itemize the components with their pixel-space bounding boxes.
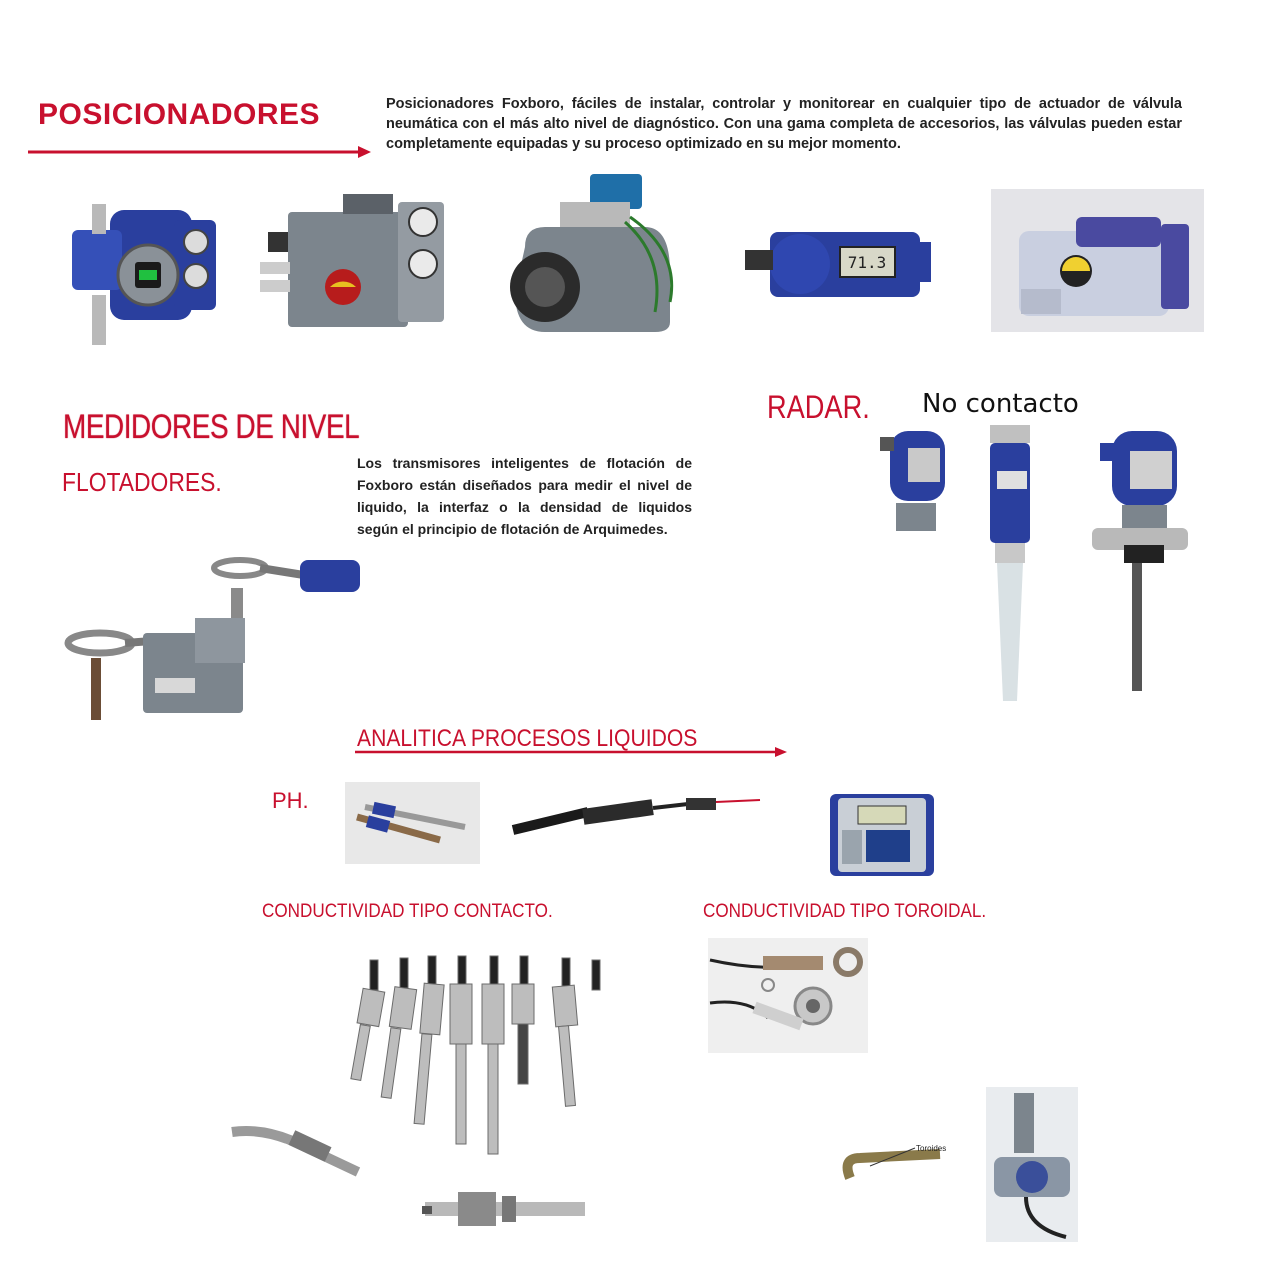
radar-no-contacto-label: No contacto [922,389,1079,419]
section-title-radar: RADAR. [767,389,870,425]
radar-flanged-rod-image [1090,423,1190,693]
toroidal-sensors-image [708,938,868,1053]
toroides-callout: Toroides [916,1144,947,1153]
ph-electrodes-image [345,782,480,864]
toroidal-flow-sensor-image [986,1087,1078,1242]
positioner-gray-box-image [991,189,1204,332]
inline-conductivity-probe-image [230,1120,370,1190]
ph-sensor-cable-image [508,790,763,850]
toroidal-hook-sensor-image [840,1138,965,1198]
title-underline-arrow [28,145,373,159]
analitica-underline-arrow [355,746,790,758]
positioner-blue-display-image [745,222,935,302]
section-title-posicionadores: POSICIONADORES [38,98,321,131]
svg-text:71.3: 71.3 [847,253,887,272]
float-transmitter-image [55,548,370,723]
contact-conductivity-sensors-image [330,950,620,1160]
positioner-gray-gauges-image [258,192,448,332]
section-title-medidores-nivel: MEDIDORES DE NIVEL [63,408,360,446]
conductividad-contacto-label: CONDUCTIVIDAD TIPO CONTACTO. [262,901,553,922]
flotadores-description: Los transmisores inteligentes de flotación de Foxboro están diseñados para medir el nivel de liquido, la interfaz o la densidad de liquidos según el principio de flotación de Arquimedes. [357,455,692,537]
ph-label: PH. [272,788,309,813]
posicionadores-description: Posicionadores Foxboro, fáciles de instalar, controlar y monitorear en cualquier tipo de actuador de válvula neumática con el más alto nivel de diagnóstico. Con una gama completa de accesorios, las válvulas pueden estar completamente equipadas y su proceso optimizado en su mejor momento. [386,96,1182,152]
radar-probe-tall-image [975,423,1045,703]
conductividad-toroidal-label: CONDUCTIVIDAD TIPO TOROIDAL. [703,901,987,922]
flotadores-subtitle: FLOTADORES. [62,467,222,497]
positioner-blue-dial-image [62,200,222,350]
section-title-analitica: ANALITICA PROCESOS LIQUIDOS [357,725,698,752]
radar-transmitter-compact-image [878,423,956,533]
positioner-actuator-image [505,172,685,337]
ph-analyzer-display-image [828,790,936,878]
threaded-conductivity-probe-image [420,1180,590,1255]
